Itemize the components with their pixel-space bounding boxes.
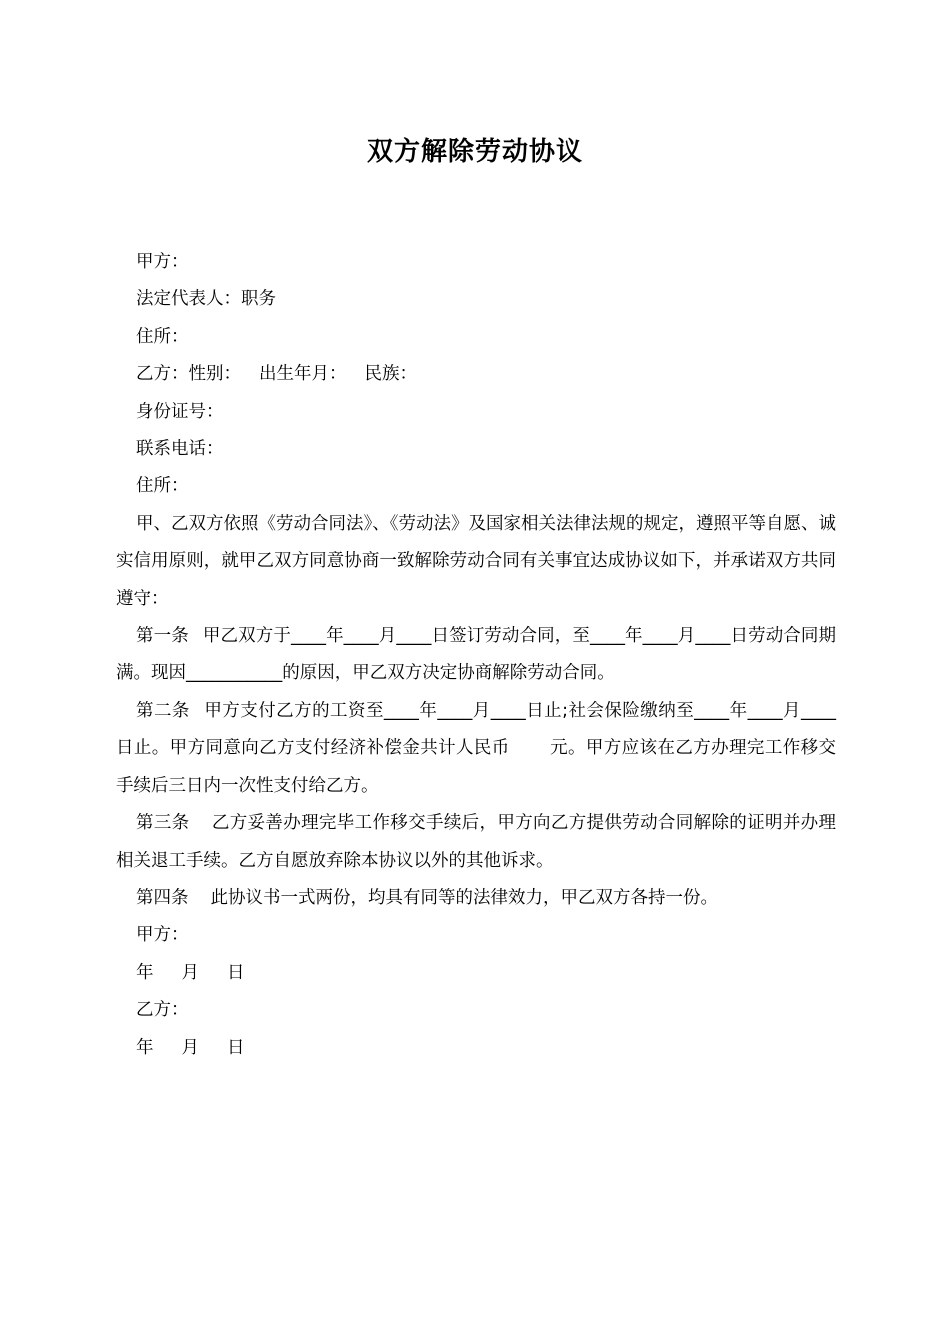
preamble-paragraph: 甲、乙双方依照《劳动合同法》、《劳动法》及国家相关法律法规的规定，遵照平等自愿、诚实信用原则，就甲乙双方同意协商一致解除劳动合同有关事宜达成协议如下，并承诺双方共同遵守： bbox=[116, 513, 836, 609]
article-2-text-part1: 甲方支付乙方的工资至____年____月____日止;社会保险缴纳至____年____月____日止。甲方同意向乙方支付经济补偿金共计人民币 bbox=[116, 700, 836, 759]
date-month-label: 月 bbox=[181, 1037, 199, 1058]
article-1-text: 甲乙双方于____年____月____日签订劳动合同，至____年____月____日劳动合同期满。现因___________的原因，甲乙双方决定协商解除劳动合同。 bbox=[116, 626, 837, 684]
party-b-label: 乙方： bbox=[136, 364, 189, 385]
article-4-heading: 第四条 bbox=[136, 887, 189, 908]
date-month-label: 月 bbox=[181, 962, 199, 983]
date-year-label: 年 bbox=[136, 962, 154, 983]
article-3 bbox=[116, 805, 836, 880]
birth-date-label: 出生年月： bbox=[259, 364, 347, 385]
date-line-party-b bbox=[116, 1030, 836, 1067]
party-a-address-line: 住所： bbox=[136, 326, 189, 347]
signature-party-b: 乙方： bbox=[136, 1000, 189, 1021]
date-year-label: 年 bbox=[136, 1037, 154, 1058]
article-2 bbox=[116, 693, 836, 805]
party-b-address-line: 住所： bbox=[136, 476, 189, 497]
phone-line: 联系电话： bbox=[136, 439, 224, 460]
article-1 bbox=[116, 618, 836, 693]
id-number-line: 身份证号： bbox=[136, 401, 224, 422]
gender-label: 性别： bbox=[188, 364, 241, 385]
article-2-heading: 第二条 bbox=[136, 700, 190, 721]
date-day-label: 日 bbox=[227, 962, 245, 983]
article-3-heading: 第三条 bbox=[136, 813, 190, 834]
date-line-party-a bbox=[116, 955, 836, 992]
article-1-heading: 第一条 bbox=[136, 626, 189, 647]
party-b-line bbox=[116, 356, 836, 393]
party-a-line: 甲方： bbox=[136, 252, 189, 272]
article-3-text: 乙方妥善办理完毕工作移交手续后，甲方向乙方提供劳动合同解除的证明并办理相关退工手续。乙方自愿放弃除本协议以外的其他诉求。 bbox=[116, 813, 837, 871]
article-2-text-part2: 元。甲方应该在乙方办理完工作移交手续后三日内一次性支付给乙方。 bbox=[116, 738, 837, 796]
signature-party-a: 甲方： bbox=[136, 925, 189, 946]
document-body bbox=[116, 244, 836, 1067]
article-4-text: 此协议书一式两份，均具有同等的法律效力，甲乙双方各持一份。 bbox=[210, 887, 718, 908]
document-title: 双方解除劳动协议 bbox=[366, 137, 583, 167]
article-4 bbox=[116, 880, 836, 917]
date-day-label: 日 bbox=[227, 1037, 245, 1058]
ethnicity-label: 民族： bbox=[364, 364, 417, 385]
legal-representative-line: 法定代表人：职务 bbox=[136, 289, 276, 310]
